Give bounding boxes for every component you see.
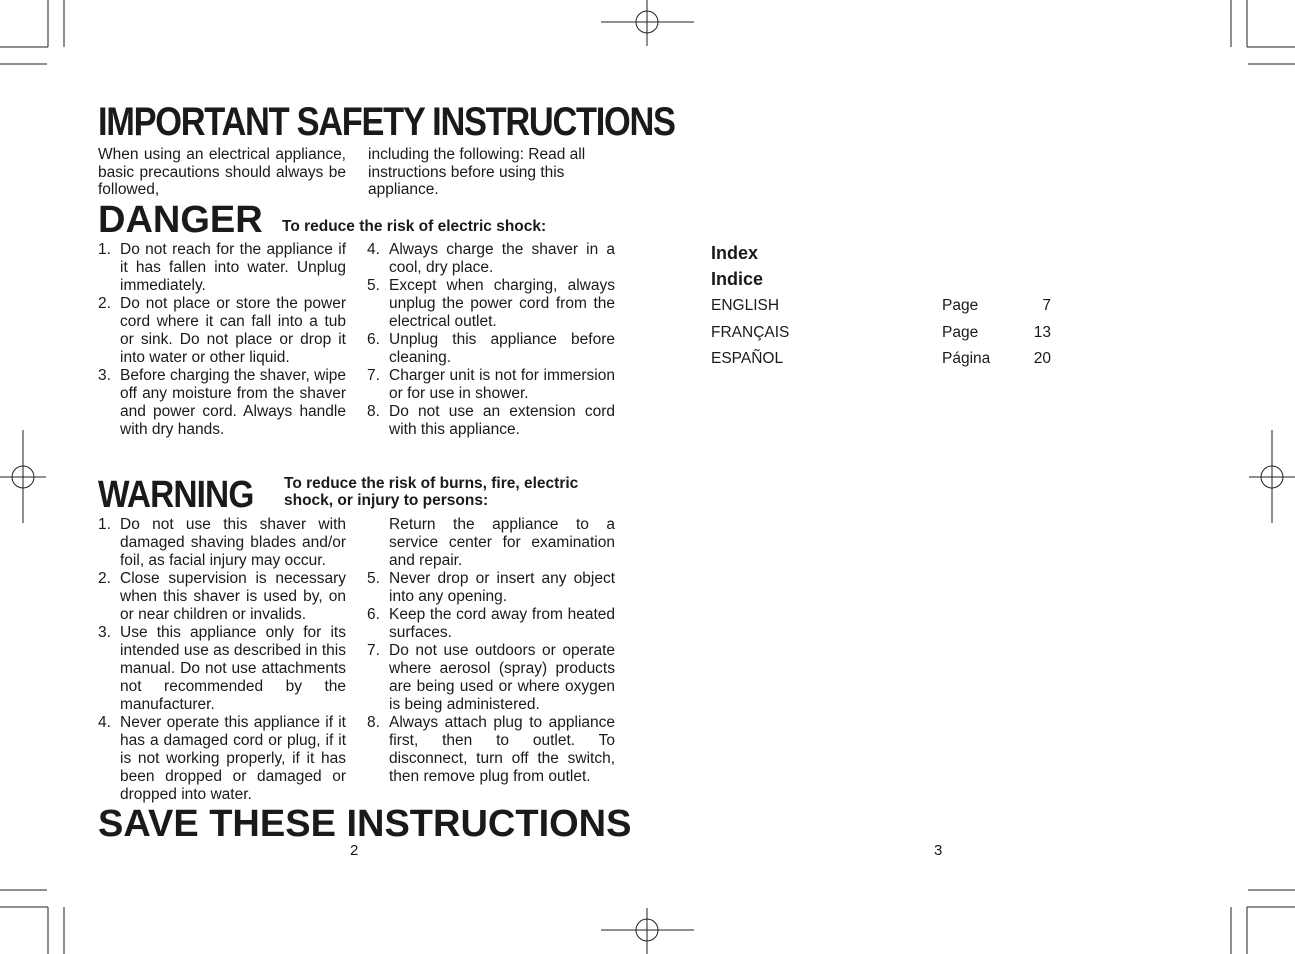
danger-list-col2 (367, 241, 615, 439)
list-item: 6. Keep the cord away from heated surfaces. (367, 606, 615, 641)
index-page-number: 13 (1033, 324, 1051, 341)
list-item: 7. Do not use outdoors or operate where aerosol (spray) products are being used or where oxygen is being administered. (367, 642, 615, 713)
registration-mark-right (1249, 430, 1295, 523)
intro-column-1: When using an electrical appliance, basic precautions should always be followed, (98, 146, 346, 198)
index-page-label: Page (942, 297, 979, 314)
list-item: 8. Always attach plug to appliance first, then to outlet. To disconnect, turn off the switch, then remove plug from outlet. (367, 714, 615, 785)
list-item: Return the appliance to a service center for examination and repair. (389, 516, 615, 569)
index-entry-espanol (711, 349, 1051, 369)
list-item: 5. Never drop or insert any object into any opening. (367, 570, 615, 605)
warning-subtitle: To reduce the risk of burns, fire, electric shock, or injury to persons: (284, 475, 579, 509)
warning-heading: WARNING (98, 474, 254, 516)
list-item: 4. Never operate this appliance if it has a damaged cord or plug, if it is not working properly, if it has been dropped or damaged or dropped into water. (98, 714, 346, 803)
list-item: 6. Unplug this appliance before cleaning. (367, 331, 615, 366)
registration-mark-bottom (601, 908, 694, 954)
page-number-right: 3 (934, 842, 943, 859)
list-item: 5. Except when charging, always unplug the power cord from the electrical outlet. (367, 277, 615, 330)
index-language: ESPAÑOL (711, 350, 784, 367)
index-language: ENGLISH (711, 297, 780, 314)
page-number-left: 2 (350, 842, 359, 859)
registration-mark-top (601, 0, 694, 46)
list-item: 7. Charger unit is not for immersion or for use in shower. (367, 367, 615, 402)
danger-subtitle: To reduce the risk of electric shock: (282, 218, 547, 235)
warning-list-col2 (367, 516, 615, 786)
index-page-label: Page (942, 324, 979, 341)
intro-column-2: including the following: Read all instructions before using this appliance. (368, 146, 586, 198)
list-item: 2. Do not place or store the power cord where it can fall into a tub or sink. Do not place or drop it into water or other liquid. (98, 295, 346, 366)
index-title: Index (711, 243, 759, 263)
list-item: 8. Do not use an extension cord with this appliance. (367, 403, 615, 438)
danger-list-col1 (98, 241, 346, 439)
list-item: 4. Always charge the shaver in a cool, dry place. (367, 241, 615, 276)
registration-mark-left (0, 430, 46, 523)
list-item: 1. Do not reach for the appliance if it has fallen into water. Unplug immediately. (98, 241, 346, 294)
index-page-label: Página (942, 350, 991, 367)
list-item: 2. Close supervision is necessary when this shaver is used by, on or near children or invalids. (98, 570, 346, 623)
index-language: FRANÇAIS (711, 324, 790, 341)
warning-list-col1 (98, 516, 346, 804)
list-item: 3. Use this appliance only for its intended use as described in this manual. Do not use attachments not recommended by the manufacturer. (98, 624, 346, 713)
save-instructions-title: SAVE THESE INSTRUCTIONS (98, 803, 632, 845)
index-entry-francais (711, 323, 1051, 343)
index-entry-english (711, 296, 1051, 316)
danger-heading: DANGER (98, 199, 263, 241)
list-item: 3. Before charging the shaver, wipe off any moisture from the shaver and power cord. Always handle with dry hands. (98, 367, 346, 438)
list-item: 1. Do not use this shaver with damaged shaving blades and/or foil, as facial injury may occur. (98, 516, 346, 569)
index-page-number: 20 (1033, 350, 1051, 367)
index-page-number: 7 (1042, 297, 1051, 314)
indice-title: Indice (711, 269, 764, 289)
safety-title: IMPORTANT SAFETY INSTRUCTIONS (98, 100, 675, 144)
